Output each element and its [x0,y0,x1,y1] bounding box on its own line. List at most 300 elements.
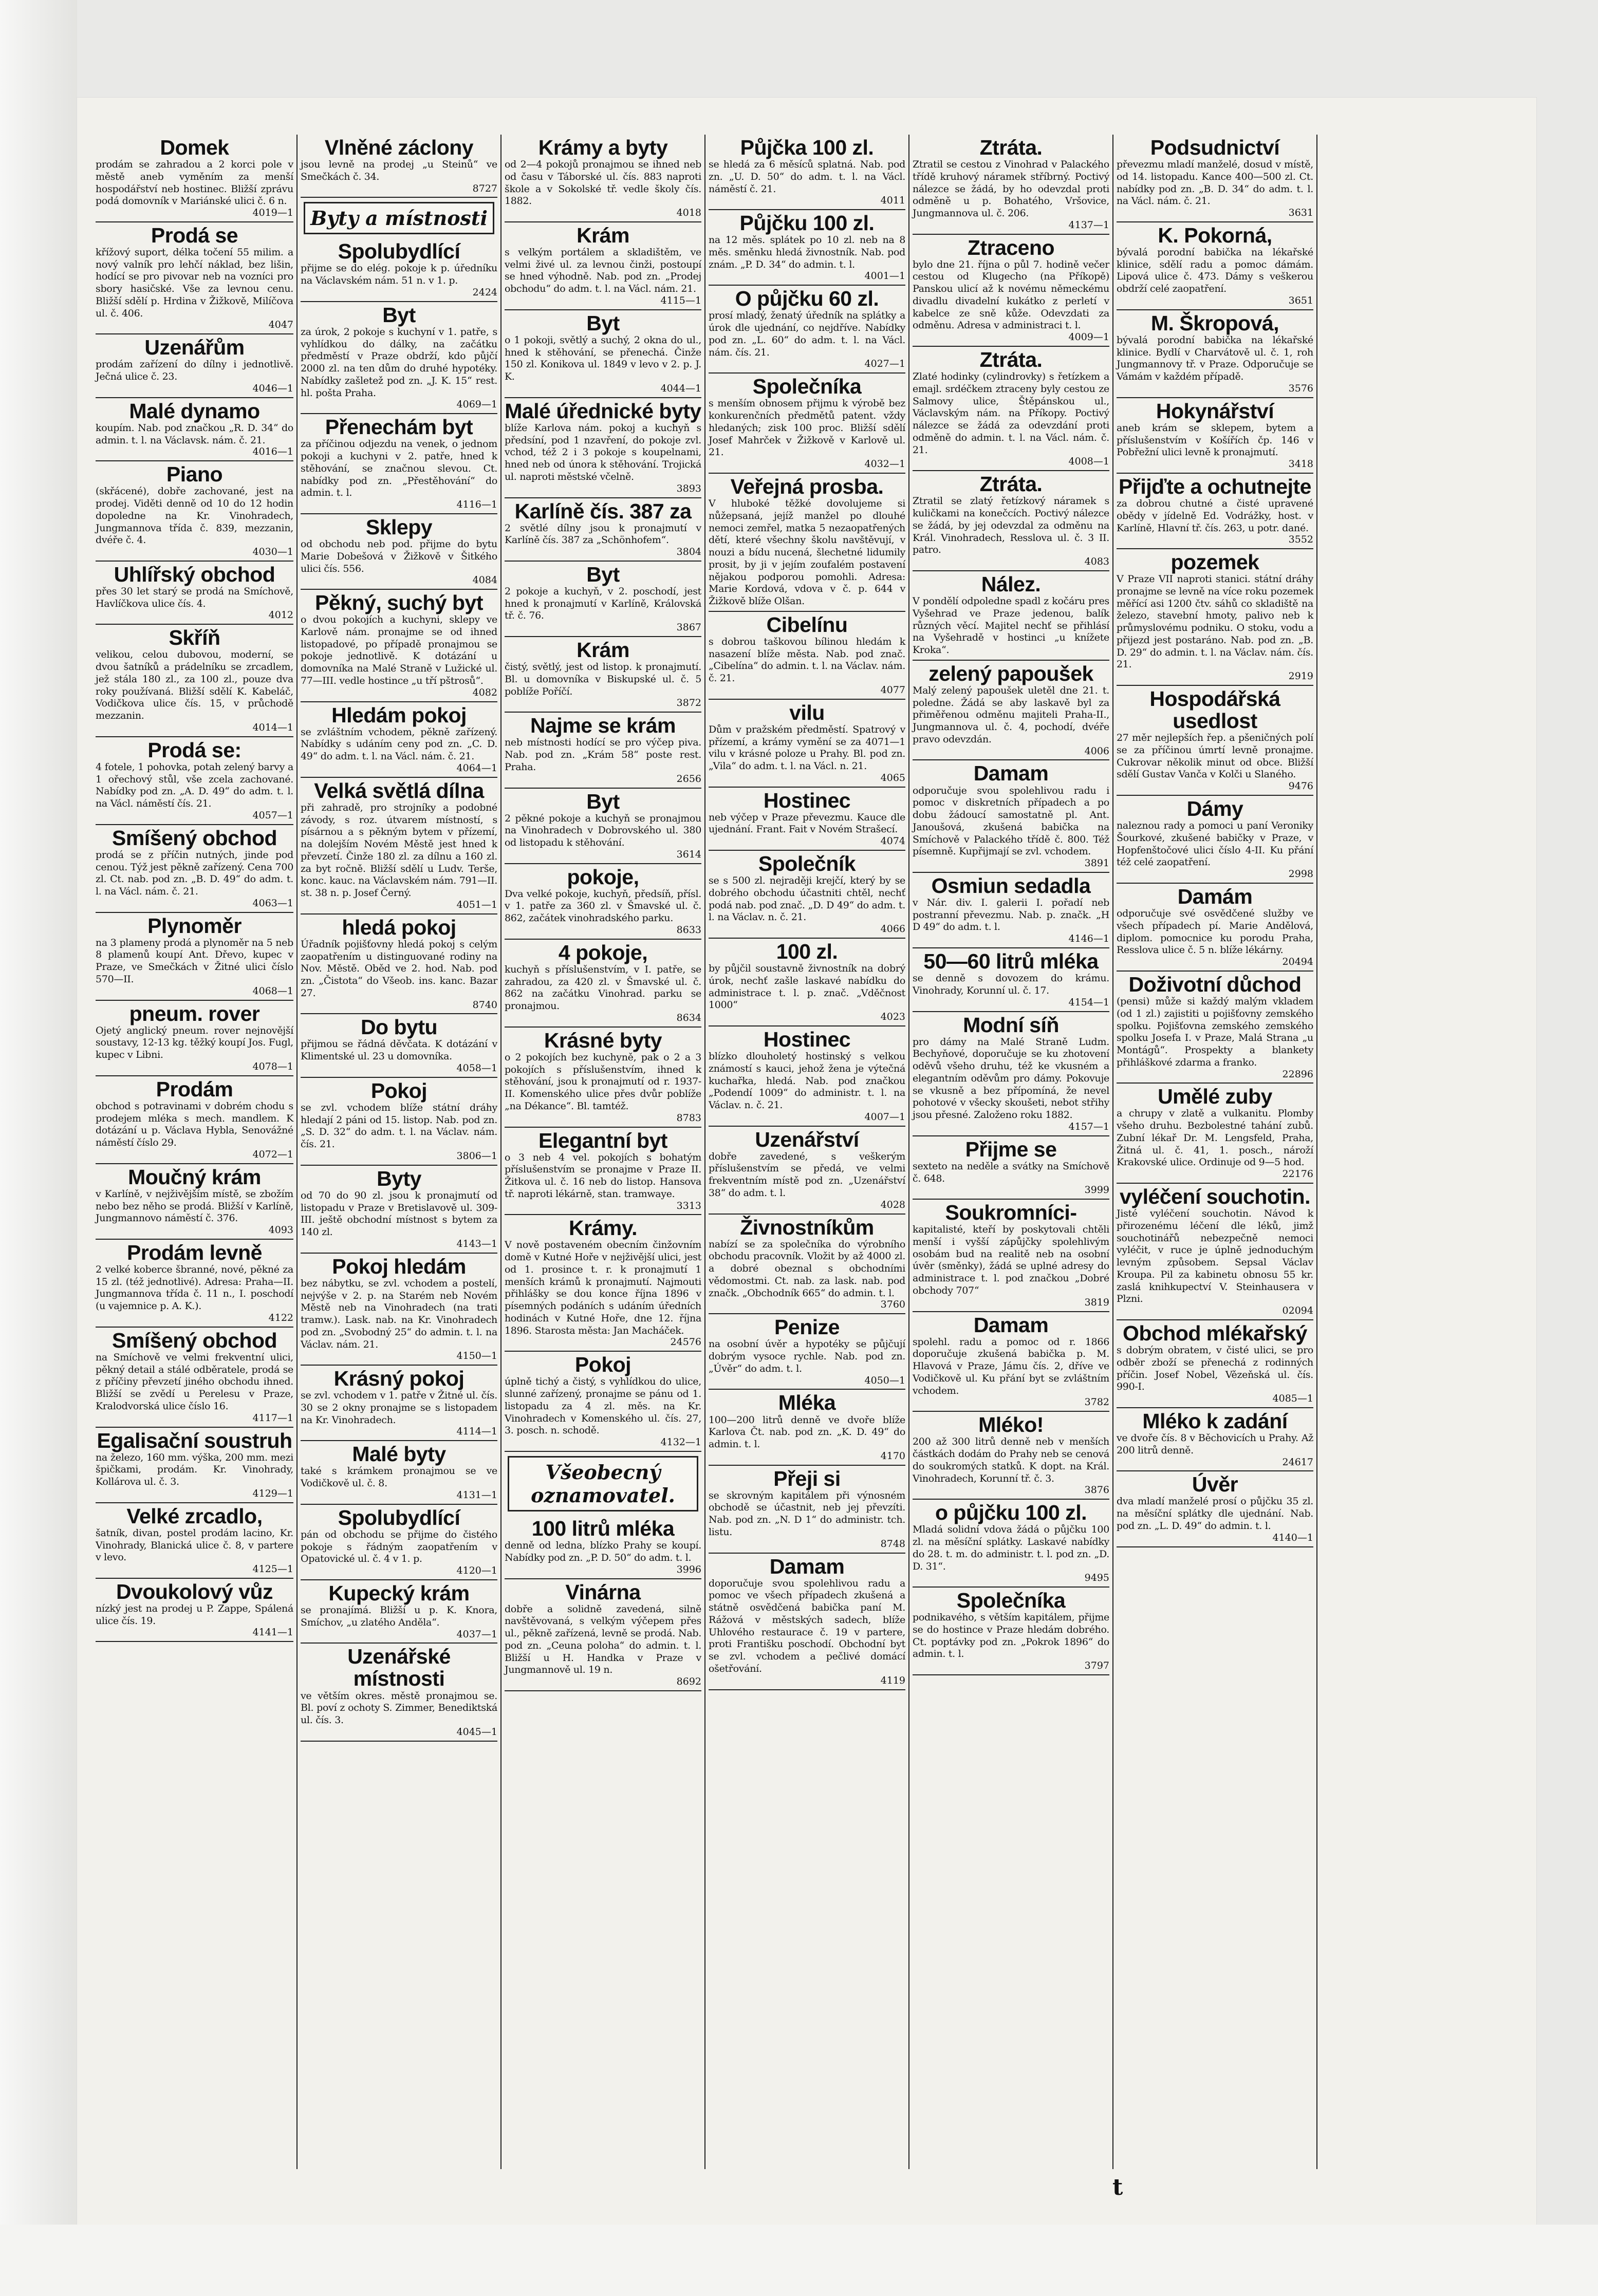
ad-headline: Byt [586,562,620,586]
ad-number: 3891 [1084,857,1109,869]
classified-ad [301,414,497,514]
ad-body: úplně tichý a čistý, s vyhlídkou do ulice, slunné zařízený, pronajme se pánu od 1. listopadu za 4 zl. měs. na Kr. Vinohradech v Komenského ul. čís. 27, 3. posch. n. schodě. [505,1376,701,1436]
ad-headline: Mléko! [978,1413,1044,1437]
ad-body: bylo dne 21. října o půl 7. hodině večer cestou od Klugecho (na Příkopě) Panskou ulicí až k novému německému divadlu divadelní kukátko z perletí v kabelce ze sně kůže. Odevzdati za odměnu. Adresa v administraci t. l. [913,258,1109,331]
ad-number: 4068—1 [252,985,293,997]
ad-headline: Nález. [981,572,1041,596]
ad-headline: Mléka [778,1391,836,1415]
ad-number: 4077 [880,684,905,696]
ad-headline: Smíšený obchod [112,826,277,850]
ad-headline: Ztráta. [979,136,1043,159]
ad-headline: Pokoj [574,1353,631,1377]
ad-number: 3806—1 [456,1150,497,1162]
ad-headline: Ztráta. [979,348,1043,372]
ad-headline: Prodá se [151,223,238,247]
ad-number: 3552 [1288,534,1313,546]
ad-body: jsou levně na prodej „u Steinů“ ve Smečkách č. 34. [301,159,497,182]
scan-left-edge [0,0,77,2296]
classified-ad [301,302,497,414]
ad-headline: Pokoj [370,1078,428,1103]
ad-body: V pondělí odpoledne spadl z kočáru pres Vyšehrad ve Praze jedenou, balík různých věcí. Majitel nechť se přihlásí na Vyšehradě v hostinci „u knížete Kroka“. [913,595,1109,656]
ad-number: 2998 [1288,868,1313,880]
ad-headline: Půjčku 100 zl. [739,211,875,235]
ad-number: 20494 [1282,956,1313,968]
ad-headline: Damám [1177,885,1253,909]
classified-ad [913,1588,1109,1675]
ad-headline: Hostinec [763,1027,851,1051]
ad-headline: Spolubydlící [338,239,460,264]
ad-headline: Piano [166,462,223,487]
ad-number: 4066 [880,923,905,935]
ad-body: aneb krám se sklepem, bytem a příslušenstvím v Košířích čp. 146 v Pobřežní ulici levně k pronajmutí. [1117,422,1313,458]
column-7 [1316,135,1521,2169]
ad-headline: Přeji si [773,1466,841,1490]
ad-headline: Hledám pokoj [331,703,467,727]
classified-ad [96,1428,293,1503]
ad-headline: O půjčku 60 zl. [735,287,879,311]
ad-body: s velkým portálem a skladištěm, ve velmi živé ul. za levnou činži, postoupí se hned výhodně. Nab. pod zn. „Prodej obchodu“ do adm. t. l. na Václ. nám. 21. [505,246,701,295]
classified-ad [913,948,1109,1012]
ad-number: 4008—1 [1068,456,1109,468]
ad-body: V hluboké těžké dovolujeme si nůžepsaná, jejíž manžel po dlouhé nemoci zemřel, matka 5 nezaopatřených dětí, které všechny školu navštěvují, v nouzi a bídu nucená, šlechetné lidumily prosit, by ji v jejím zoufalém postavení nějakou podporou pomohli. Adresa: Marie Kordová, vdova v č. p. 644 v Žižkově blíže Olšan. [709,498,905,607]
classified-ad [96,1240,293,1328]
classified-ad [709,210,905,286]
classified-ad [709,374,905,474]
ad-headline: Damam [973,761,1049,786]
ad-body: 2 velké koberce šbranné, nové, pěkné za 15 zl. (též jednotlivé). Adresa: Praha—II. Jungmannova třída č. 11 n., I. poschodí (u vajemnice p. A. K.). [96,1263,293,1312]
classified-ad [913,873,1109,948]
ad-body: na osobní úvěr a hypotéky se půjčují dobrým vysoce rychle. Nab. pod zn. „Úvěr“ do adm. t. l. [709,1338,905,1374]
ad-headline: Mléko k zadání [1142,1409,1288,1433]
ad-number: 4132—1 [660,1436,701,1448]
ad-body: Dům v pražském předměstí. Spatrový v přízemí, a krámy vymění se za 4071—1 vilu v krásné poloze u Prahy. Bl. pod zn. „Vila“ do adm. t. l. na Václ. n. 21. [709,723,905,772]
ad-number: 4085—1 [1272,1393,1313,1405]
ad-headline: vilu [789,700,825,724]
ad-body: na 3 plameny prodá a plynoměr na 5 neb 8 plamenů koupí Ant. Dřevo, kupec v Praze, ve Smečkách v Žitné ulici číslo 570—II. [96,937,293,985]
ad-body: denně od ledna, blízko Prahy se koupí. Nabídky pod zn. „P. D. 50“ do adm. t. l. [505,1540,701,1563]
ad-headline: Malé byty [352,1442,446,1466]
ad-body: bývalá porodní babička na lékařské klinice. Bydlí v Charvátově ul. č. 1, roh Jungmannovy tř. v Praze. Odporučuje se Vámám v každém případě. [1117,334,1313,383]
ad-number: 4016—1 [252,446,293,458]
ad-headline: Společník [758,852,856,876]
ad-number: 4082 [472,686,497,698]
ad-body: dva mladí manželé prosí o půjčku 35 zl. na měsíční splátky dle ujednání. Nab. pod zn. „L. D. 49“ do admin. t. l. [1117,1496,1313,1532]
classified-ad [301,1014,497,1077]
classified-ad [1117,1320,1313,1408]
ad-body: blízko dlouholetý hostinský s velkou známostí s kauci, jehož žena je výtečná kuchařka, hledá. Nab. pod značkou „Podendí 1009“ do administr. t. l. na Václav. n. č. 21. [709,1051,905,1111]
ad-number: 4115—1 [660,294,701,306]
ad-body: s menším obnosem přijmu k výrobě bez konkurenčních předmětů patent. vždy hledaných; zisk 100 proc. Bližší sdělí Josef Mahrček v Žižkově v Karlově ul. 21. [709,398,905,458]
ad-body: o 3 neb 4 vel. pokojích s bohatým příslušenstvím se pronajme v Praze II. Žitkova ul. č. 16 neb do listop. Hansova tř. naproti lékárně, stan. tramwaye. [505,1151,701,1200]
ad-headline: pokoje, [567,865,639,889]
classified-ad [301,1078,497,1166]
column-6 [1112,135,1316,2169]
ad-number: 4141—1 [252,1627,293,1638]
ad-number: 4009—1 [1068,331,1109,343]
classified-ad [301,914,497,1015]
ad-body: za úrok, 2 pokoje s kuchyní v 1. patře, s vyhlídkou do dálky, na začátku předměstí v Praze obdrží, kdo půjčí 2000 zl. na ten dům do druhé hypotéky. Nabídky zašletež pod zn. „J. K. 15“ rest. hl. pošta Praha. [301,326,497,399]
classified-ad [505,562,701,637]
ad-body: se skrovným kapitálem při výnosném obchodě se účastnit, neb jej převzíti. Nab. pod zn. „N. D 1“ do administr. tch. listu. [709,1489,905,1538]
ad-headline: Uhlířský obchod [114,562,275,586]
ad-headline: Prodám levně [127,1240,262,1264]
ad-number: 4116—1 [456,499,497,511]
ad-number: 4023 [880,1011,905,1023]
ad-number: 4125—1 [252,1563,293,1575]
classified-ad [913,471,1109,571]
ad-headline: 100 litrů mléka [531,1517,675,1541]
ad-number: 4137—1 [1068,219,1109,231]
ad-body: dobře zavedené, s veškerým příslušenstvím se předá, ve velmi frekventním místě pod zn. „Uzenářství 38“ do adm. t. l. [709,1150,905,1199]
classified-ad [301,1644,497,1741]
ad-headline: Společníka [956,1589,1066,1613]
ad-headline: Byt [586,789,620,813]
ad-number: 4018 [676,207,701,219]
ad-number: 4146—1 [1068,933,1109,945]
ad-number: 2424 [472,286,497,298]
ad-number: 4006 [1084,745,1109,757]
classified-ad [709,851,905,939]
ad-body: od 2—4 pokojů pronajmou se ihned neb od času v Táborské ul. čís. 883 naproti škole a v Sokolské tř. vedle školy čís. 1882. [505,159,701,207]
ad-number: 3996 [676,1563,701,1575]
classified-ad [913,235,1109,347]
ad-body: pán od obchodu se přijme do čistého pokoje s řádným zaopatřením v Opatovické ul. č. 4 v 1. p. [301,1528,497,1565]
ad-number: 24576 [670,1336,701,1348]
ad-headline: Egalisační soustruh [97,1428,292,1452]
ad-body: se s 500 zl. nejraději krejčí, který by se dobrého obchodu účastniti chtěl, nechť podá nab. pod znač. „D. D 49“ do adm. t. l. na Václav. n. č. 21. [709,875,905,923]
classified-ad [96,1076,293,1164]
ad-body: 100—200 litrů denně ve dvoře blíže Karlova Čt. nab. pod zn. „K. D. 49“ do admin. t. l. [709,1414,905,1450]
ad-number: 3876 [1084,1484,1109,1496]
ad-number: 4119 [880,1674,905,1686]
classified-ad [913,661,1109,761]
classified-ad [709,1127,905,1215]
classified-ad [301,1580,497,1644]
ad-body: (skřácené), dobře zachované, jest na prodej. Viděti denně od 10 do 12 hodin dopoledne na Kr. Vinohradech, Jungmannova třída č. 839, mezzanin, dvéře č. 4. [96,486,293,546]
ad-number: 4078—1 [252,1060,293,1072]
ad-body: podnikavého, s větším kapitálem, přijme se do hostince v Praze hledám dobrého. Ct. poptávky pod zn. „Pokrok 1896“ do admin. t. l. [913,1612,1109,1660]
ad-number: 8783 [676,1112,701,1124]
ad-headline: Do bytu [360,1015,438,1039]
ad-body: neb výčep v Praze převezmu. Kauce dle ujednání. Frant. Fait v Novém Strašecí. [709,811,905,835]
page-mark: t [1112,2174,1123,2200]
ad-number: 4117—1 [252,1412,293,1424]
classified-ad [913,1200,1109,1312]
ad-headline: Dámy [1186,797,1243,821]
ad-body: se zvl. vchodem v 1. patře v Žitné ul. čís. 30 se 2 okny pronajme se s listopadem na Kr. Vinohradech. [301,1390,497,1426]
classified-ad [505,789,701,864]
ad-headline: 100 zl. [776,940,838,964]
classified-ad [709,1215,905,1315]
ad-headline: vyléčení souchotin. [1120,1185,1310,1209]
ad-headline: Smíšený obchod [112,1328,277,1352]
ad-body: se hledá za 6 měsíců splatná. Nab. pod zn. „U. D. 50“ do adm. t. l. na Václ. náměstí č. 21. [709,159,905,195]
ad-body: Zlaté hodinky (cylindrovky) s řetízkem a emajl. srdéčkem ztraceny byly cestou ze Salmovy ulice, Štěpánskou ul., Václavským nám. na Příkopy. Poctivý nálezce se žádá za odevzdání proti odměně do admin. t. l. na Václ. nám. č. 21. [913,371,1109,456]
ad-body: velikou, celou dubovou, moderní, se dvou šatníků a prádelníku se zrcadlem, jež stála 180 zl., za 100 zl., pouze dva roky používaná. Bližší sdělí K. Kabeláč, Vodičkova ulice čís. 15, v průchodě mezzanin. [96,649,293,722]
ad-headline: Skříň [169,626,220,650]
classified-ad [709,135,905,210]
ad-number: 4051—1 [456,899,497,910]
ad-headline: Krámy a byty [538,136,668,159]
ad-body: ve větším okres. městě pronajmou se. Bl. poví z ochoty S. Zimmer, Benediktská ul. čís. 3. [301,1690,497,1726]
ad-headline: Osmiun sedadla [931,873,1091,898]
ad-body: 200 až 300 litrů denně neb v menších částkách dodám do Prahy neb se cenová do soukromých statků. K dopt. na Král. Vinohradech, Korunní tř. č. 3. [913,1436,1109,1484]
ad-number: 4131—1 [456,1489,497,1501]
ad-number: 4012 [268,609,293,621]
ad-body: Ztratil se zlatý řetízkový náramek s kuličkami na konečcích. Poctivý nálezce se žádá, by jej odevzdal za odměnu na Král. Vinohradech, Resslova ul. č. 3 II. patro. [913,495,1109,556]
ad-number: 3418 [1288,458,1313,470]
classified-ad [505,1352,701,1452]
ad-number: 4140—1 [1272,1532,1313,1543]
ad-headline: Vlněné záclony [324,136,474,159]
column-1 [92,135,296,2169]
ad-number: 3867 [676,622,701,633]
ad-body: bývalá porodní babička na lékařské klinice, sdělí radu a pomoc dámám. Lipová ulice č. 473. Dámy s veškerou obdrží celé zaopatření. [1117,246,1313,295]
ad-number: 4063—1 [252,897,293,909]
ad-body: V nově postaveném obecním činžovním domě v Kutné Hoře v nejživější ulici, jest od 1. prosince t. r. k pronajmutí 1 menších krámů k pronajmutí. Najmouti přihlášky se dou konce října 1896 v písemných podáních s udáním úředních hodinách v Kutné Hoře, dne 12. října 1896. Starosta města: Jan Macháček. [505,1239,701,1336]
ad-body: odporučuje své osvědčené služby ve všech případech pí. Marie Andělová, diplom. pomocnice ku porodu Praha, Resslova ulice č. 5 n. blíže lékárny. [1117,908,1313,956]
classified-ad [1117,310,1313,398]
ad-body: Mladá solidní vdova žádá o půjčku 100 zl. na měsíční splátky. Laskavé nabídky do 28. t. m. do administr. t. l. pod zn. „D. D. 31“. [913,1524,1109,1572]
ad-body: 27 měr nejlepších řep. a pšeničných polí se za příčinou úmrtí levně pronajme. Cukrovar několik minut od obce. Bližší sdělí Gustav Vanča v Kolči u Slaného. [1117,732,1313,780]
ad-body: nízký jest na prodej u P. Zappe, Spálená ulice čís. 19. [96,1602,293,1627]
classified-ad [96,398,293,461]
classified-ad [709,788,905,851]
classified-ad [96,1001,293,1076]
classified-ad [1117,796,1313,884]
ad-headline: Malé dynamo [129,399,260,423]
ad-body: přijme se do elég. pokoje k p. úředníku na Václavském nám. 51 n. v 1. p. [301,263,497,287]
ad-number: 4129—1 [252,1487,293,1499]
ad-number: 4064—1 [456,762,497,774]
ad-body: kuchyň s příslušenstvím, v I. patře, se zahradou, za 420 zl. v Šmavské ul. č. 862 na začátku Vinohrad. parku se pronajmou. [505,963,701,1012]
ad-body: spolehl. radu a pomoc od r. 1866 doporučuje zkušená babička p. M. Hlavová v Praze, Jámu čís. 2, dříve ve Vodičkově ul. Ku přání byt se zvláštním vchodem. [913,1336,1109,1396]
ad-headline: 50—60 litrů mléka [923,949,1099,974]
ad-number: 4093 [268,1224,293,1236]
classified-ad [301,1505,497,1580]
ad-body: se pronajímá. Bližší u p. K. Knora, Smíchov, „u zlatého Anděla“. [301,1604,497,1628]
classified-ad [301,1366,497,1441]
ad-headline: Uzenářům [144,335,245,360]
ad-body: doporučuje svou spolehlivou radu a pomoc ve všech případech zkušená a státně osvědčená babička paní M. Rážová v městských sadech, blíže Uhlového restaurace č. 19 v partere, proti Františku poschodí. Obchodní byt se zvl. vchodem a pečlivé domácí ošetřování. [709,1577,905,1674]
ad-headline: Přijďte a ochutnejte [1119,475,1311,498]
ad-number: 4120—1 [456,1565,497,1577]
ad-body: neb místnosti hodící se pro výčep piva. Nab. pod zn. „Krám 58“ poste rest. Praha. [505,737,701,773]
ad-headline: M. Škropová, [1150,311,1279,335]
ad-number: 3576 [1288,382,1313,394]
classified-ad [1117,549,1313,686]
ad-headline: Krásné byty [544,1028,662,1052]
ad-body: Malý zelený papoušek uletěl dne 21. t. poledne. Žádá se aby laskavě byl za přiměřenou odměnu majiteli Praha-II., Jungmannova ul. č. 4, pochodí, dvéře pravo odevzdán. [913,684,1109,745]
ad-number: 4084 [472,574,497,586]
ad-body: dobře a solidně zavedená, silně navštěvovaná, s velkým výčepem přes ul., pěkně zařízená, levně se prodá. Nab. pod zn. „Ceuna poloha“ do admin. t. l. Bližší u H. Handka v Praze v Jungmannově ul. 19 n. [505,1603,701,1676]
ad-number: 4069—1 [456,399,497,410]
classified-ad [505,1579,701,1691]
ad-headline: Krám [577,638,629,662]
ad-number: 4007—1 [864,1111,905,1123]
classified-ad [96,562,293,625]
classified-ad [709,1390,905,1465]
classified-ad [96,1503,293,1579]
ad-body: o 2 pokojích bez kuchyně, pak o 2 a 3 pokojích s příslušenstvím, ihned k stěhování, jsou k pronajmutí od r. 1937-II. Komenského ulice přes dvůr poblíže „na Dékance“. Bl. tamtéž. [505,1051,701,1112]
classified-ad [913,135,1109,235]
ad-headline: 4 pokoje, [558,940,648,964]
classified-columns [92,135,1521,2169]
ad-body: přes 30 let starý se prodá na Smíchově, Havlíčkova ulice čís. 4. [96,585,293,609]
classified-ad [913,760,1109,872]
ad-number: 4154—1 [1068,996,1109,1008]
column-2 [296,135,500,2169]
classified-ad [96,461,293,562]
classified-ad [709,939,905,1026]
classified-ad [301,1254,497,1366]
ad-headline: Ztraceno [967,235,1055,259]
ad-body: Jisté vyléčení souchotin. Návod k přirozenému léčení dle léků, jimž souchotinářů nebezpečně nemoci vyléčit, v ruce je úplně jednoduchým levným způsobem. Sepsal Václav Kroupa. Pil za kabinetu obnosu 55 kr. zaslá knihkupectví V. Steinhausera v Plzni. [1117,1208,1313,1305]
classified-ad [1117,884,1313,972]
ad-body: prodá se z příčin nutných, jinde pod cenou. Týž jest pěkně zařízený. Cena 700 zl. Ct. nab. pod zn. „B. D. 49“ do adm. t. l. na Václ. nám. č. 21. [96,849,293,898]
ad-body: od 70 do 90 zl. jsou k pronajmutí od listopadu v Praze v Bretislavově ul. 309-III. ještě obchodní místnost s bytem za 140 zl. [301,1189,497,1238]
ad-number: 3760 [880,1299,905,1311]
ad-body: prodám se zahradou a 2 korci pole v městě aneb vyměním za menší hospodářství neb hostinec. Bližší zprávu podá domovník v Mariánské ulici č. 6 n. [96,159,293,207]
ad-body: prosí mladý, ženatý úředník na splátky a úrok dle ujednání, co nejdříve. Nabídky pod zn. „L. 60“ do adm. t. l. na Václ. nám. čís. 21. [709,310,905,358]
ad-body: se zvl. vchodem blíže státní dráhy hledají 2 páni od 15. listop. Nab. pod zn. „S. D. 32“ do adm. t. l. na Václav. nám. čís. 21. [301,1102,497,1150]
ad-body: nabízí se za společníka do výrobního obchodu pracovník. Vložit by až 4000 zl. a dobré obeznal s obchodními vědomostmi. Ct. nab. za lask. nab. pod značk. „Obchodník 665“ do admin. t. l. [709,1238,905,1299]
classified-ad [96,1579,293,1642]
ad-number: 4122 [268,1312,293,1323]
ad-headline: Penize [774,1315,840,1339]
classified-ad [1117,1408,1313,1471]
ad-number: 4045—1 [456,1726,497,1738]
ad-number: 8727 [472,182,497,194]
ad-body: o dvou pokojích a kuchyni, sklepy ve Karlově nám. pronajme se od ihned listopadové, po případě pronajmou se pokoje jednotlivě. K dotázání u domovníka na Malé Straně v Lužické ul. 77—III. vedle hostince „u tří pštrosů“. [301,614,497,686]
ad-headline: Karlíně čís. 387 za [514,499,692,523]
ad-body: kapitalisté, kteří by poskytovali chtěli menší i vyšší zápůjčky spolehlivým osobám bud na realitě neb na osobní úvěr (směnky), žádá se uplné adresy do administrace t. l. pod značkou „Dobré obchody 707“ [913,1224,1109,1296]
ad-body: v Karlíně, v nejživějším místě, se zbožím nebo bez něho se prodá. Bližší v Karlíně, Jungmannovo náměstí č. 376. [96,1188,293,1224]
ad-body: na 12 měs. splátek po 10 zl. neb na 8 měs. směnku hledá živnostník. Nab. pod znám. „P. D. 34“ do admin. t. l. [709,234,905,270]
ad-number: 4030—1 [252,546,293,558]
ad-number: 3999 [1084,1184,1109,1196]
classified-ad [505,222,701,310]
ad-headline: Podsudnictví [1150,136,1280,159]
ad-headline: Velká světlá dílna [314,778,484,802]
ad-headline: Umělé zuby [1158,1085,1272,1109]
ad-headline: Veřejná prosba. [730,475,884,498]
ad-headline: Malé úřednické byty [505,399,701,423]
ad-headline: Vinárna [565,1580,641,1604]
ad-body: pro dámy na Malé Straně Ludm. Bechyňové, doporučuje se ku zhotovení oděvů všeho druhu, též ke vkusném a elegantním oděvům pro dámy. Pokovuje se vkusně a bez přípomíná, že nevel pohotové v všecky skoušeti, nebot střihy jsou přesné. Založeno roku 1882. [913,1036,1109,1121]
ad-number: 22896 [1282,1068,1313,1080]
ad-body: koupím. Nab. pod značkou „R. D. 34“ do admin. t. l. na Václavsk. nám. č. 21. [96,422,293,446]
section-heading: Byty a místnosti [304,202,494,234]
ad-number: 4074 [880,835,905,847]
ad-number: 3651 [1288,294,1313,306]
ad-headline: Hokynářství [1156,399,1274,423]
ad-headline: Uzenářství [755,1127,859,1151]
ad-body: a chrupy v zlatě a vulkanitu. Plomby všeho druhu. Bezbolestné tahání zubů. Zubní lékař Dr. M. Lengsfeld, Praha, Žitná ul. č. 41, 1. posch., nároží Krakovské ulice. Ordinuje od 9—5 hod. [1117,1108,1313,1168]
column-5 [908,135,1112,2169]
ad-number: 4057—1 [252,809,293,821]
ad-headline: pneum. rover [129,1001,260,1025]
ad-number: 02094 [1282,1305,1313,1317]
ad-headline: pozemek [1170,550,1259,574]
ad-headline: Byty [377,1166,421,1190]
ad-body: s dobrým obratem, v čisté ulici, se pro odběr zboží se přenechá z rodinných příčin. Josef Nobel, Vězeňská ul. čís. 990-I. [1117,1345,1313,1393]
classified-ad [1117,1471,1313,1547]
ad-number: 3797 [1084,1660,1109,1672]
ad-headline: hledá pokoj [342,915,456,939]
ad-headline: Obchod mlékařský [1123,1321,1307,1346]
ad-number: 24617 [1282,1456,1313,1468]
classified-ad [505,1516,701,1579]
classified-ad [301,514,497,590]
ad-headline: Živnostníkům [740,1215,874,1239]
ad-headline: Cibelínu [766,612,848,637]
ad-headline: Přijme se [965,1137,1057,1161]
ad-body: při zahradě, pro strojníky a podobné závody, s roz. útvarem místností, s písárnou a s pěkným bytem v přízemí, na dolejším Novém Městě jest hned k převzetí. Činže 180 zl. za dílnu a 160 zl. za byt ročně. Bližší sdělí u Ludv. Terše, konc. kauc. na Václavském nám. 791—II. st. 38 n. p. Josef Černý. [301,801,497,899]
ad-headline: Domek [160,136,229,159]
ad-number: 4046—1 [252,382,293,394]
classified-ad [709,1554,905,1690]
ad-headline: Plynoměr [147,913,241,938]
ad-headline: Doživotní důchod [1128,972,1302,996]
ad-headline: Společníka [752,375,862,399]
classified-ad [301,702,497,778]
ad-number: 8692 [676,1676,701,1688]
classified-ad [505,940,701,1028]
ad-headline: Prodám [156,1077,233,1101]
classified-ad [96,1328,293,1428]
ad-headline: Velké zrcadlo, [126,1504,263,1528]
ad-body: se denně s dovozem do krámu. Vinohrady, Korunní ul. č. 17. [913,973,1109,996]
ad-body: také s krámkem pronajmou se ve Vodičkově ul. č. 8. [301,1465,497,1489]
ad-number: 3313 [676,1200,701,1211]
ad-body: bez nábytku, se zvl. vchodem a postelí, nejvýše v 2. p. na Starém neb Novém Městě neb na Vinohradech (na trati tramw.). Lask. nab. na Kr. Vinohradech pod zn. „Svobodný 25“ do admin. t. l. na Václav. nám. 21. [301,1277,497,1350]
newspaper-page [77,98,1536,2225]
ad-headline: Uzenářské místnosti [347,1645,451,1691]
classified-ad [913,1500,1109,1588]
classified-ad [505,1128,701,1216]
classified-ad [301,590,497,702]
classified-ad [505,713,701,788]
classified-ad [505,498,701,562]
classified-ad [301,135,497,198]
classified-ad [301,778,497,914]
ad-body: přijmou se řádná děvčata. K dotázání v Klimentské ul. 23 u domovníka. [301,1038,497,1062]
ad-number: 3804 [676,546,701,558]
ad-headline: Přenechám byt [325,415,473,439]
ad-body: ve dvoře čís. 8 v Běchovicích u Prahy. Až 200 litrů denně. [1117,1432,1313,1456]
ad-body: sexteto na neděle a svátky na Smíchově č. 648. [913,1160,1109,1184]
classified-ad [913,347,1109,471]
classified-ad [505,864,701,940]
ad-headline: Moučný krám [128,1165,261,1189]
ad-body: 2 pokoje a kuchyň, v 2. poschodí, jest hned k pronajmutí v Karlíně, Královská tř. č. 76. [505,585,701,622]
ad-body: blíže Karlova nám. pokoj a kuchyň s předsíní, pod 1 nzavření, do pokoje zvl. vchod, též 2 i 3 pokoje s koupelnami, hned neb od února k stěhování. Trojická ul. naproti městské včelně. [505,422,701,482]
classified-ad [709,474,905,612]
classified-ad [913,1312,1109,1412]
ad-headline: Krámy. [569,1216,637,1240]
ad-body: od obchodu neb pod. přijme do bytu Marie Dobešová v Žižkově v Šitkého ulici čís. 556. [301,538,497,574]
classified-ad [709,1026,905,1127]
ad-headline: Byt [586,311,620,335]
ad-body: odporučuje svou spolehlivou radu i pomoc v diskretních případech a po dobu žádoucí samostatně pl. Ant. Janoušová, zkušená babička na Smíchově v Palackého třídě č. 800. Též písemně. Kupřijmají se zvl. vchodem. [913,785,1109,857]
ad-number: 4072—1 [252,1148,293,1160]
ad-headline: Damam [973,1313,1049,1337]
ad-headline: Byt [382,303,416,327]
ad-number: 8634 [676,1012,701,1023]
ad-number: 4044—1 [660,382,701,394]
classified-ad [1117,398,1313,474]
